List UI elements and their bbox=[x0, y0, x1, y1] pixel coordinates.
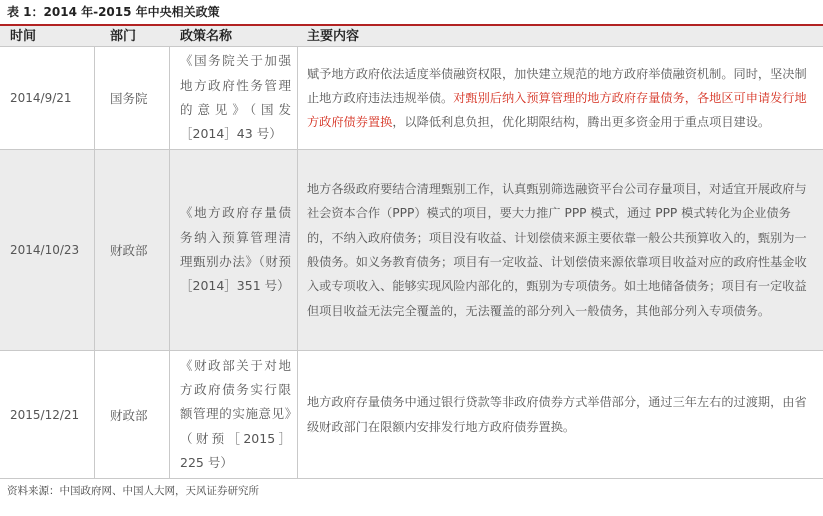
row-content bbox=[298, 150, 823, 350]
row-time: 2015/12/21 bbox=[0, 351, 95, 478]
row-content-text: 地方各级政府要结合清理甄别工作，认真甄别筛选融资平台公司存量项目，对适宜开展政府与社会资本合作（PPP）模式的项目，要大力推广 PPP 模式，通过 PPP 模式转化为企业债务的，不纳入政府债务；项目没有收益、计划偿债来源主要依靠一般公共预算收入的，甄别为一般债务。如义务教育债务；项目有一定收益、计划偿债来源依靠项目收益对应的政府性基金收入或专项收入、能够实现风险内部化的，甄别为专项债务。如土地储备债务；项目有一定收益但项目收益无法完全覆盖的，无法覆盖的部分列入一般债务，其他部分列入专项债务。 bbox=[307, 182, 807, 318]
header-name: 政策名称 bbox=[180, 29, 233, 44]
row-policy-name-text: 《地方政府存量债务纳入预算管理清理甄别办法》（财预［2014］351 号） bbox=[180, 205, 291, 294]
row-content-text bbox=[307, 62, 815, 135]
row-dept: 财政部 bbox=[95, 150, 170, 350]
header-content: 主要内容 bbox=[307, 29, 360, 44]
source-footnote: 资料来源：中国政府网、中国人大网，天风证券研究所 bbox=[7, 485, 259, 497]
row-time: 2014/10/23 bbox=[0, 150, 95, 350]
table-title: 表 1：2014 年-2015 年中央相关政策 bbox=[7, 5, 220, 19]
header-time: 时间 bbox=[10, 29, 37, 44]
content-highlight-text: 对甄别后纳入预算管理的地方政府存量债务，各地区可申请发行地方政府债券置换 bbox=[307, 90, 807, 130]
content-normal-text: 赋予地方政府依法适度举债融资权限，加快建立规范的地方政府举债融资机制。同时，坚决制止地方政府违法违规举债。 bbox=[307, 66, 807, 105]
row-policy-name bbox=[170, 47, 298, 149]
table-header bbox=[0, 24, 823, 47]
row-dept: 国务院 bbox=[95, 47, 170, 149]
row-policy-name-text: 《国务院关于加强地方政府性务管理的意见》（国发［2014］43 号） bbox=[180, 53, 291, 142]
row-content-text: 地方政府存量债务中通过银行贷款等非政府债券方式举借部分，通过三年左右的过渡期，由省级财政部门在限额内安排发行地方政府债券置换。 bbox=[307, 395, 807, 434]
table-row bbox=[0, 150, 823, 351]
table-row bbox=[0, 351, 823, 479]
row-content bbox=[298, 351, 823, 478]
row-dept: 财政部 bbox=[95, 351, 170, 478]
row-policy-name bbox=[170, 351, 298, 478]
header-dept: 部门 bbox=[110, 29, 137, 44]
content-tail-text: ，以降低利息负担，优化期限结构，腾出更多资金用于重点项目建设。 bbox=[392, 115, 771, 130]
row-content bbox=[298, 47, 823, 149]
table-row bbox=[0, 47, 823, 150]
row-time: 2014/9/21 bbox=[0, 47, 95, 149]
row-policy-name bbox=[170, 150, 298, 350]
row-policy-name-text: 《财政部关于对地方政府债务实行限额管理的实施意见》（财预［2015］225 号） bbox=[180, 357, 291, 470]
